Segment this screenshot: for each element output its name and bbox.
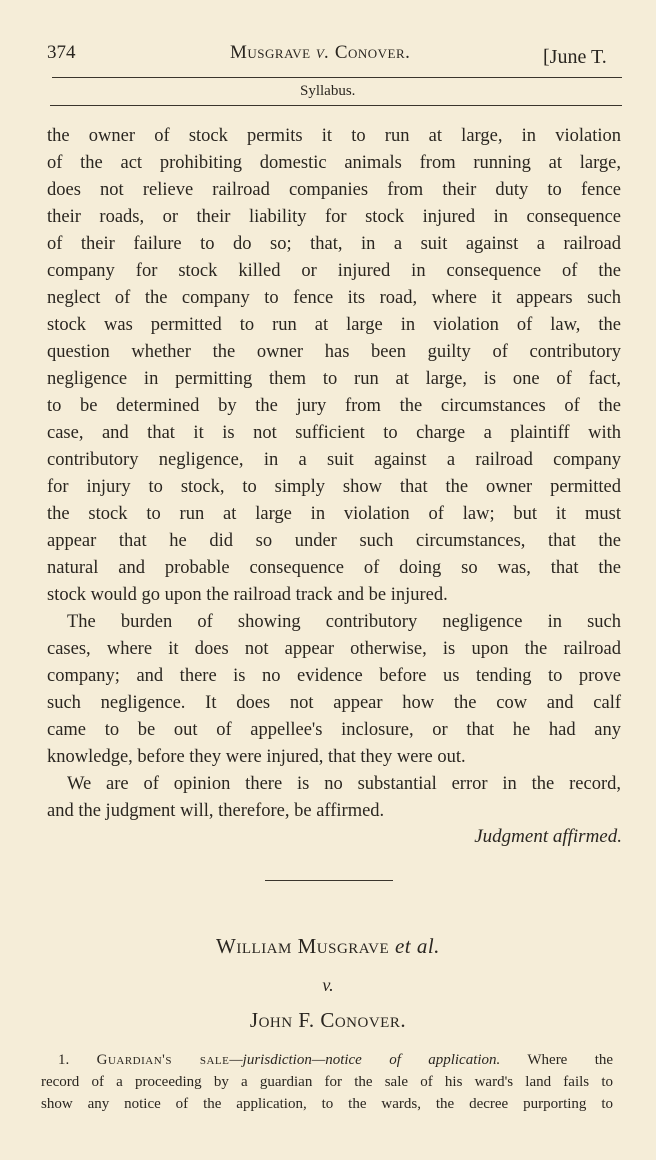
body-line: knowledge, before they were injured, that they were out. <box>47 747 466 767</box>
body-line: We are of opinion there is no substantial error in the record, <box>67 774 621 794</box>
page-number: 374 <box>47 42 76 63</box>
section-label: Syllabus. <box>300 83 356 99</box>
body-line: stock would go upon the railroad track and be injured. <box>47 585 448 605</box>
body-line: question whether the owner has been guilty of contributory <box>47 342 621 362</box>
body-line: natural and probable consequence of doing so was, that the <box>47 558 621 578</box>
body-line: company for stock killed or injured in consequence of the <box>47 261 621 281</box>
header-rule-top <box>52 77 622 78</box>
body-line: of the act prohibiting domestic animals from running at large, <box>47 153 621 173</box>
body-line: and the judgment will, therefore, be affirmed. <box>47 801 385 821</box>
running-title-versus: v. <box>315 42 330 63</box>
body-line: does not relieve railroad companies from their duty to fence <box>47 180 621 200</box>
case-plaintiff: William Musgrave <box>216 934 390 958</box>
body-line: such negligence. It does not appear how the cow and calf <box>47 693 621 713</box>
body-line: stock was permitted to run at large in violation of law, the <box>47 315 621 335</box>
syllabus-heading-italic: —jurisdiction—notice of application. <box>229 1052 501 1068</box>
syllabus-heading: Guardian's sale <box>96 1052 230 1068</box>
term-label: [June T. <box>543 46 607 68</box>
body-line: of their failure to do so; that, in a suit against a railroad <box>47 234 621 254</box>
body-line: for injury to stock, to simply show that the owner permitted <box>47 477 621 497</box>
running-title-defendant: Conover. <box>334 42 411 63</box>
body-line: their roads, or their liability for stock injured in consequence <box>47 207 621 227</box>
body-line: appear that he did so under such circumstances, that the <box>47 531 621 551</box>
body-line: to be determined by the jury from the circumstances of the <box>47 396 621 416</box>
judgment-line: Judgment affirmed. <box>474 826 622 847</box>
body-line: The burden of showing contributory negligence in such <box>67 612 621 632</box>
case-et-al: et al. <box>394 934 440 958</box>
body-line: cases, where it does not appear otherwise, is upon the railroad <box>47 639 621 659</box>
header-rule-bottom <box>50 105 622 106</box>
body-line: negligence in permitting them to run at large, is one of fact, <box>47 369 621 389</box>
running-title <box>230 42 410 64</box>
body-line: contributory negligence, in a suit against a railroad company <box>47 450 621 470</box>
body-line: the stock to run at large in violation of law; but it must <box>47 504 621 524</box>
syllabus-text: Where the <box>527 1052 614 1068</box>
syllabus-line: show any notice of the application, to the wards, the decree purporting to <box>41 1096 613 1112</box>
body-line: neglect of the company to fence its road, where it appears such <box>47 288 621 308</box>
case-defendant: John F. Conover. <box>249 1008 407 1032</box>
syllabus-line <box>58 1052 613 1069</box>
body-line: company; and there is no evidence before us tending to prove <box>47 666 621 686</box>
case-title-plaintiff-line <box>0 934 656 959</box>
body-line: came to be out of appellee's inclosure, or that he had any <box>47 720 621 740</box>
syllabus-line: record of a proceeding by a guardian for the sale of his ward's land fails to <box>41 1074 613 1090</box>
body-line: the owner of stock permits it to run at large, in violation <box>47 126 621 146</box>
running-title-plaintiff: Musgrave <box>230 42 311 63</box>
syllabus-number: 1. <box>58 1052 70 1068</box>
body-line: case, and that it is not sufficient to charge a plaintiff with <box>47 423 621 443</box>
case-versus: v. <box>322 975 334 995</box>
section-divider <box>265 880 393 881</box>
